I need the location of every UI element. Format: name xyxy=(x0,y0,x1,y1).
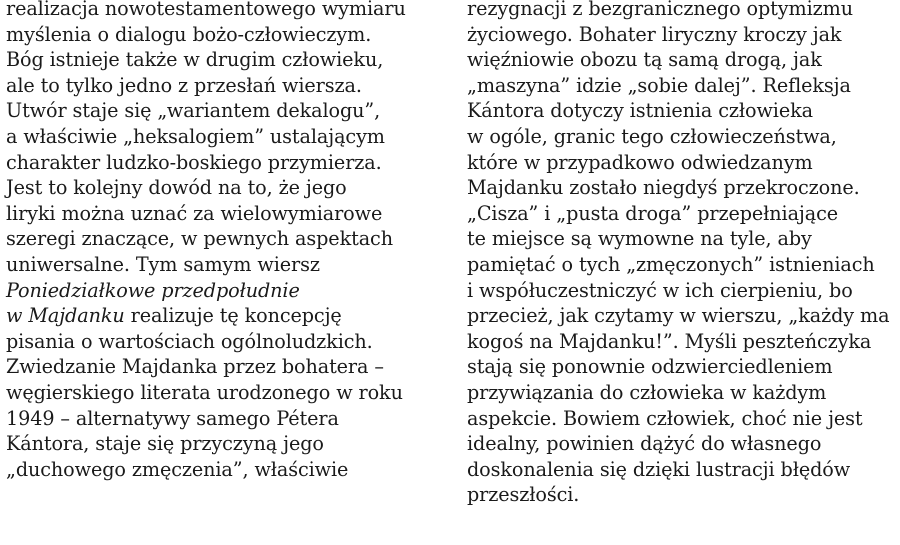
text-line xyxy=(467,124,897,150)
text-line xyxy=(6,201,442,227)
text-segment: a właściwie „heksalogiem” ustalającym xyxy=(6,124,385,148)
text-segment: Utwór staje się „wariantem dekalogu”, xyxy=(6,99,381,123)
text-line xyxy=(6,22,442,48)
text-column-left xyxy=(6,0,442,482)
text-segment: Jest to kolejny dowód na to, że jego xyxy=(6,176,347,200)
text-line xyxy=(467,201,897,227)
text-line xyxy=(6,252,442,278)
text-segment: przeszłości. xyxy=(467,483,580,507)
text-segment: uniwersalne. Tym samym wiersz xyxy=(6,252,320,276)
text-segment: Majdanku zostało niegdyś przekroczone. xyxy=(467,176,860,200)
text-line xyxy=(467,380,897,406)
text-line xyxy=(6,457,442,483)
text-segment: Bóg istnieje także w drugim człowieku, xyxy=(6,48,384,72)
text-segment: które w przypadkowo odwiedzanym xyxy=(467,150,813,174)
text-line xyxy=(467,0,897,22)
text-line xyxy=(467,303,897,329)
text-line xyxy=(6,380,442,406)
text-line xyxy=(467,406,897,432)
text-line xyxy=(6,329,442,355)
text-line xyxy=(467,278,897,304)
text-segment: Kántora, staje się przyczyną jego xyxy=(6,432,324,456)
text-segment: „maszyna” idzie „sobie dalej”. Refleksja xyxy=(467,73,851,97)
text-segment: węgierskiego literata urodzonego w roku xyxy=(6,380,403,404)
text-line xyxy=(467,98,897,124)
text-line xyxy=(6,303,442,329)
text-segment: stają się ponownie odzwierciedleniem xyxy=(467,355,833,379)
text-line xyxy=(6,150,442,176)
text-segment: doskonalenia się dzięki lustracji błędów xyxy=(467,457,851,481)
text-segment: kogoś na Majdanku!”. Myśli peszteńczyka xyxy=(467,329,872,353)
text-line xyxy=(6,47,442,73)
text-segment: Kántora dotyczy istnienia człowieka xyxy=(467,99,813,123)
text-line xyxy=(467,226,897,252)
text-segment: Zwiedzanie Majdanka przez bohatera – xyxy=(6,355,384,379)
text-line xyxy=(6,0,442,22)
text-segment: myślenia o dialogu bożo-człowieczym. xyxy=(6,22,372,46)
text-line xyxy=(6,406,442,432)
text-line xyxy=(467,47,897,73)
text-segment: szeregi znaczące, w pewnych aspektach xyxy=(6,227,393,251)
text-segment: realizacja nowotestamentowego wymiaru xyxy=(6,0,406,20)
text-segment: ale to tylko jedno z przesłań wiersza. xyxy=(6,73,362,97)
text-line xyxy=(6,278,442,304)
text-segment: liryki można uznać za wielowymiarowe xyxy=(6,201,383,225)
text-line xyxy=(6,354,442,380)
text-line xyxy=(467,482,897,508)
text-segment: w ogóle, granic tego człowieczeństwa, xyxy=(467,124,837,148)
text-column-right xyxy=(467,0,897,508)
text-segment: te miejsce są wymowne na tyle, aby xyxy=(467,227,812,251)
text-segment: więźniowie obozu tą samą drogą, jak xyxy=(467,48,822,72)
text-segment: realizuje tę koncepcję xyxy=(124,304,342,328)
text-line xyxy=(6,175,442,201)
text-segment: aspekcie. Bowiem człowiek, choć nie jest xyxy=(467,406,863,430)
text-line xyxy=(467,22,897,48)
text-segment: charakter ludzko-boskiego przymierza. xyxy=(6,150,382,174)
italic-title-text: w Majdanku xyxy=(6,304,125,328)
text-segment: 1949 – alternatywy samego Pétera xyxy=(6,406,339,430)
text-line xyxy=(6,124,442,150)
text-segment: „duchowego zmęczenia”, właściwie xyxy=(6,457,349,481)
text-segment: pamiętać o tych „zmęczonych” istnieniach xyxy=(467,252,875,276)
text-line xyxy=(6,98,442,124)
text-segment: idealny, powinien dążyć do własnego xyxy=(467,432,822,456)
text-segment: rezygnacji z bezgranicznego optymizmu xyxy=(467,0,854,20)
text-line xyxy=(6,226,442,252)
text-line xyxy=(467,175,897,201)
text-line xyxy=(6,73,442,99)
text-segment: przecież, jak czytamy w wierszu, „każdy ma xyxy=(467,304,890,328)
italic-title-text: Poniedziałkowe przedpołudnie xyxy=(6,278,300,302)
text-segment: pisania o wartościach ogólnoludzkich. xyxy=(6,329,373,353)
text-segment: i współuczestniczyć w ich cierpieniu, bo xyxy=(467,278,853,302)
text-segment: przywiązania do człowieka w każdym xyxy=(467,380,827,404)
text-segment: życiowego. Bohater liryczny kroczy jak xyxy=(467,22,842,46)
text-line xyxy=(467,329,897,355)
text-line xyxy=(467,431,897,457)
text-line xyxy=(467,150,897,176)
text-line xyxy=(467,354,897,380)
text-line xyxy=(467,73,897,99)
text-line xyxy=(467,252,897,278)
text-line xyxy=(6,431,442,457)
text-line xyxy=(467,457,897,483)
text-segment: „Cisza” i „pusta droga” przepełniające xyxy=(467,201,839,225)
